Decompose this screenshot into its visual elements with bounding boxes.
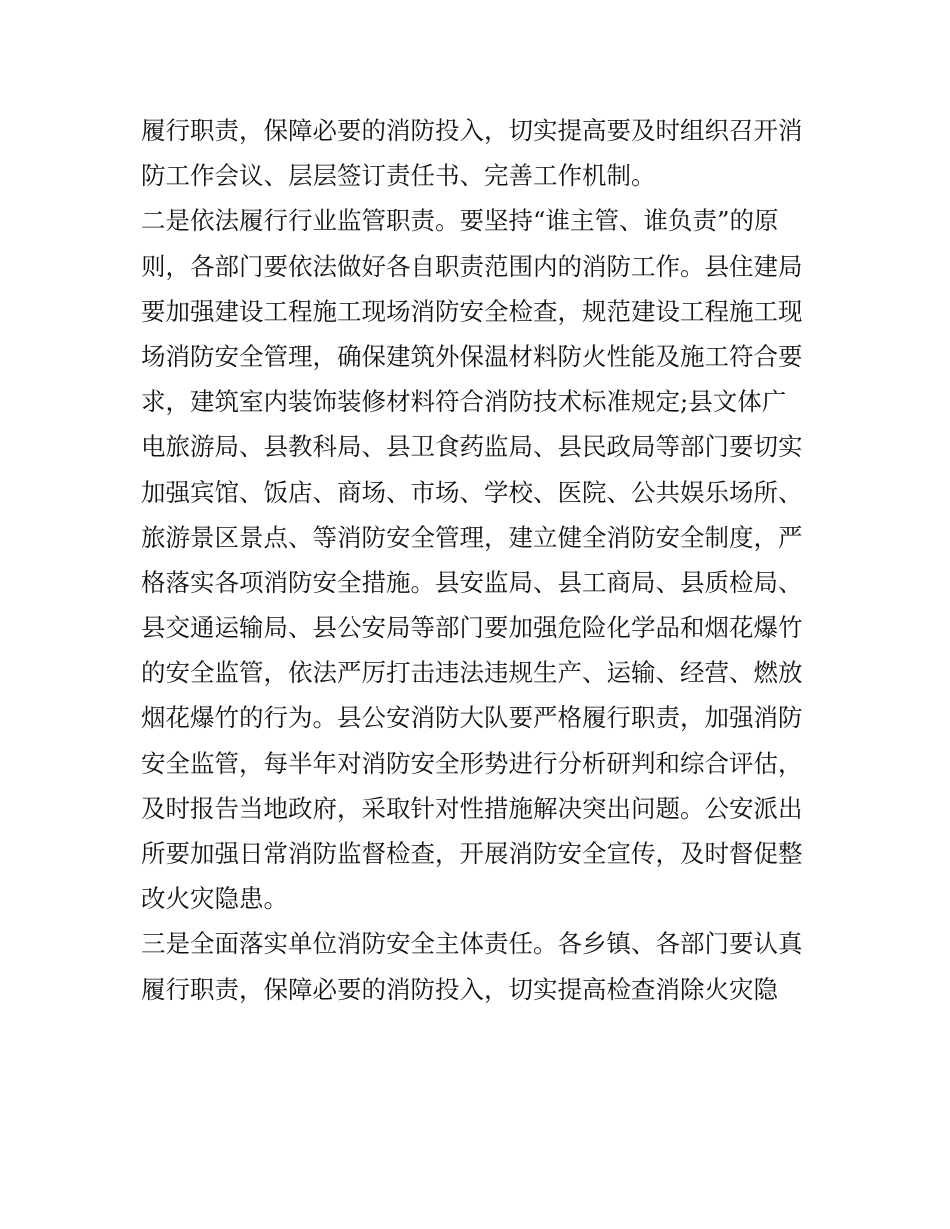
text-line: 三是全面落实单位消防安全主体责任。各乡镇、各部门要认真	[141, 929, 803, 959]
text-line: 安全监管，每半年对消防安全形势进行分析研判和综合评估，	[141, 748, 803, 778]
text-line: 防工作会议、层层签订责任书、完善工作机制。	[141, 161, 656, 191]
text-line: 加强宾馆、饭店、商场、市场、学校、医院、公共娱乐场所、	[141, 477, 803, 507]
text-line: 履行职责，保障必要的消防投入，切实提高检查消除火灾隐	[141, 974, 778, 1004]
text-line: 二是依法履行行业监管职责。要坚持“谁主管、谁负责”的原	[141, 206, 779, 236]
text-line: 履行职责，保障必要的消防投入，切实提高要及时组织召开消	[141, 116, 803, 145]
text-line: 求，建筑室内装饰装修材料符合消防技术标准规定;县文体广	[141, 387, 787, 417]
text-line: 则，各部门要依法做好各自职责范围内的消防工作。县住建局	[141, 251, 803, 281]
text-line: 县交通运输局、县公安局等部门要加强危险化学品和烟花爆竹	[141, 613, 803, 643]
text-line: 烟花爆竹的行为。县公安消防大队要严格履行职责，加强消防	[141, 703, 803, 733]
body-text	[141, 108, 821, 1012]
text-line: 的安全监管，依法严厉打击违法违规生产、运输、经营、燃放	[141, 658, 803, 688]
text-line: 格落实各项消防安全措施。县安监局、县工商局、县质检局、	[141, 567, 803, 597]
text-line: 所要加强日常消防监督检查，开展消防安全宣传，及时督促整	[141, 839, 803, 868]
text-line: 场消防安全管理，确保建筑外保温材料防火性能及施工符合要	[141, 341, 803, 371]
text-line: 要加强建设工程施工现场消防安全检查，规范建设工程施工现	[141, 296, 803, 326]
text-line: 改火灾隐患。	[141, 884, 288, 914]
text-line: 及时报告当地政府，采取针对性措施解决突出问题。公安派出	[141, 793, 803, 823]
text-line: 旅游景区景点、等消防安全管理，建立健全消防安全制度，严	[141, 522, 803, 552]
text-line: 电旅游局、县教科局、县卫食药监局、县民政局等部门要切实	[141, 432, 803, 462]
